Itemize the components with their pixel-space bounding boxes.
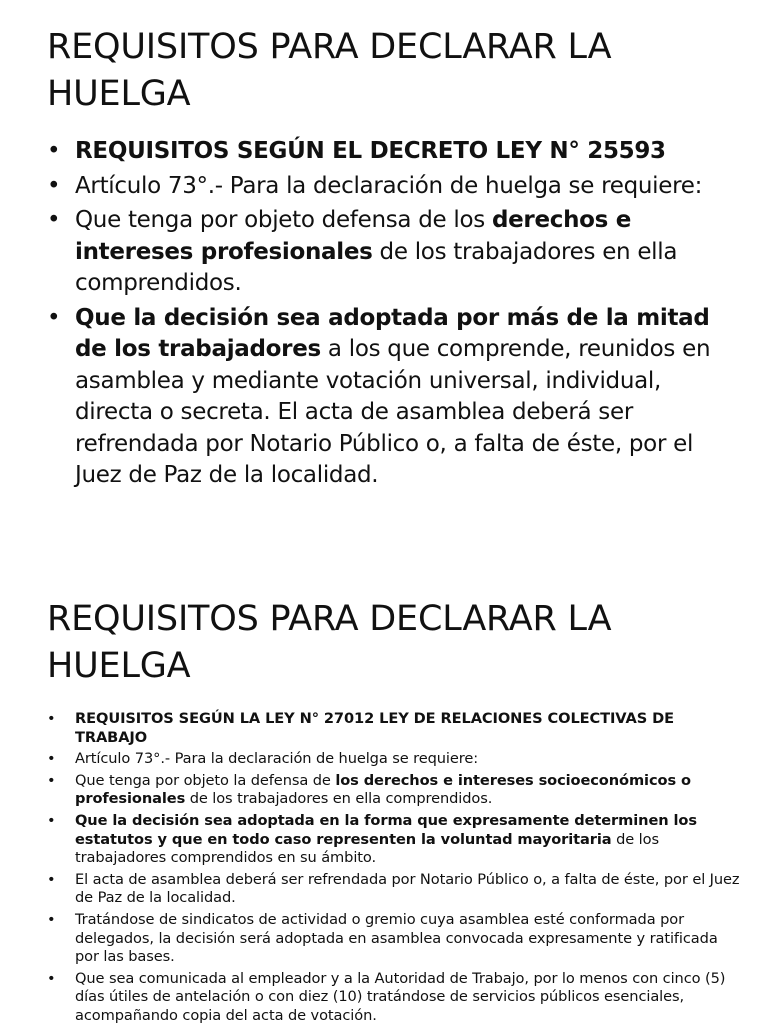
bullet-text: Que tenga por objeto defensa de los: [75, 207, 492, 233]
bullet-bold-text: Que la decisión sea adoptada en la forma que expresamente determinen los estatutos y que en todo caso representen la voluntad mayoritaria: [75, 811, 697, 848]
list-item: [47, 303, 742, 492]
list-item: [47, 205, 742, 300]
list-item: [47, 911, 742, 967]
bullet-bold-text: los derechos e intereses socioeconómicos o profesionales: [75, 771, 691, 808]
bullet-text: de los trabajadores comprendidos en su ámbito.: [75, 830, 659, 867]
slide-2: [0, 590, 768, 1024]
bullet-text: de los trabajadores en ella comprendidos.: [75, 238, 678, 296]
bullet-bold-text: Que la decisión sea adoptada por más de la mitad de los trabajadores: [75, 304, 710, 362]
list-item: [47, 750, 742, 769]
list-item: [47, 136, 742, 168]
bullet-bold-text: derechos e intereses profesionales: [75, 207, 632, 265]
list-item: [47, 970, 742, 1026]
bullet-text: Que tenga por objeto la defensa de: [75, 771, 336, 789]
bullet-text: El acta de asamblea deberá ser refrendada por Notario Público o, a falta de éste, por el Juez de Paz de la localidad.: [75, 870, 740, 907]
list-item: [47, 871, 742, 908]
list-item: [47, 710, 742, 747]
list-item: [47, 171, 742, 203]
bullet-text: Artículo 73°.- Para la declaración de huelga se requiere:: [75, 750, 479, 768]
bullet-text: Artículo 73°.- Para la declaración de huelga se requiere:: [75, 172, 703, 199]
bullet-text: a los que comprende, reunidos en asamblea y mediante votación universal, individual, directa o secreta. El acta de asamblea deberá ser refrendada por Notario Público o, a falta de éste, por el Juez de Paz de la localidad.: [75, 336, 711, 488]
slide-1-bullet-list: [47, 136, 742, 495]
slide-2-bullet-list: [47, 710, 742, 1029]
bullet-text: de los trabajadores en ella comprendidos.: [185, 790, 493, 808]
list-item: [47, 812, 742, 868]
bullet-text: Tratándose de sindicatos de actividad o gremio cuya asamblea esté conformada por delegados, la decisión será adoptada en asamblea convocada expresamente y ratificada por las bases.: [75, 910, 718, 966]
bullet-bold-text: REQUISITOS SEGÚN EL DECRETO LEY N° 25593: [75, 138, 666, 164]
bullet-bold-text: REQUISITOS SEGÚN LA LEY N° 27012 LEY DE RELACIONES COLECTIVAS DE TRABAJO: [75, 710, 674, 746]
list-item: [47, 772, 742, 809]
slide-2-title: REQUISITOS PARA DECLARAR LA HUELGA: [47, 599, 612, 686]
bullet-text: Que sea comunicada al empleador y a la Autoridad de Trabajo, por lo menos con cinco (5) días útiles de antelación o con diez (10) tratándose de servicios públicos esenciales, acompañando copia del acta de votación.: [75, 969, 726, 1024]
slide-1-title: REQUISITOS PARA DECLARAR LA HUELGA: [47, 27, 612, 114]
